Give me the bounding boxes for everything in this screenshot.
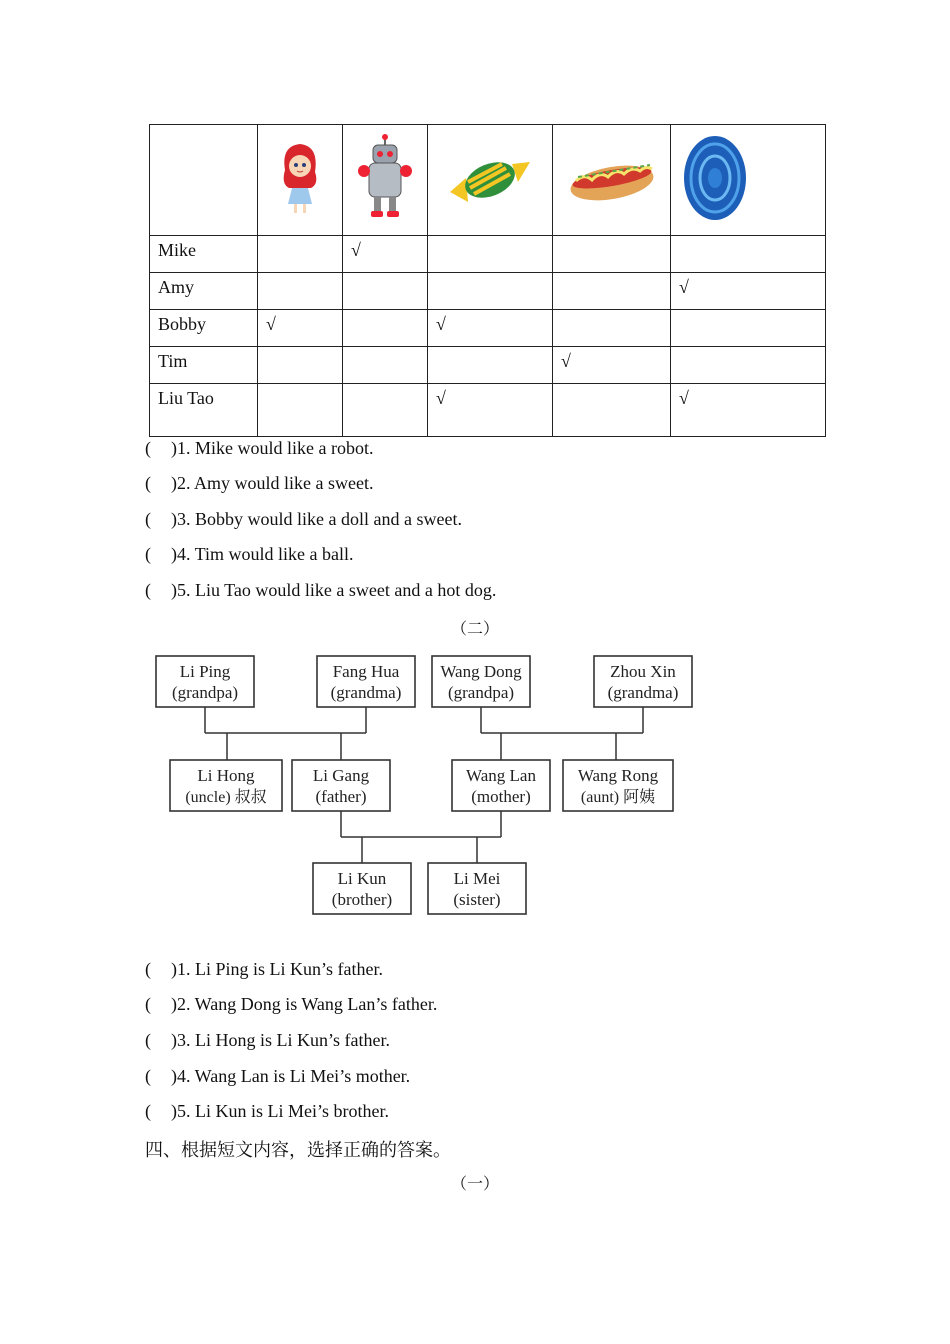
wang-dong-name: Wang Dong [440,662,522,681]
preference-table [149,124,826,437]
row-name: Tim [158,351,188,371]
wang-dong-role: (grandpa) [447,683,515,702]
header-empty-cell [150,125,258,236]
li-gang-name: Li Gang [312,766,370,785]
check-cell: √ [679,277,689,297]
check-cell [553,273,670,309]
robot-cell [343,125,428,236]
check-cell [343,273,427,309]
answer-paren[interactable]: ( [145,544,151,564]
hot-dog-icon [566,153,658,203]
check-cell [428,273,552,309]
check-cell [343,310,427,346]
tree-statement-3: ( )3. Li Hong is Li Kun’s father. [145,1030,390,1050]
answer-paren[interactable]: ( [145,994,151,1014]
check-cell [671,347,825,383]
check-cell [258,236,342,272]
tree-statement-2: ( )2. Wang Dong is Wang Lan’s father. [145,994,438,1014]
check-cell [553,384,670,420]
li-kun-role: (brother) [331,890,393,909]
ball-icon [683,135,747,221]
sweet-icon [448,148,532,208]
check-cell [428,347,552,383]
table-row [150,273,826,310]
check-cell [343,347,427,383]
row-name: Mike [158,240,196,260]
li-hong-name: Li Hong [197,766,255,785]
tree-statement-5: ( )5. Li Kun is Li Mei’s brother. [145,1101,389,1121]
li-ping-role: (grandpa) [171,683,239,702]
tree-statement-1: ( )1. Li Ping is Li Kun’s father. [145,959,383,979]
table-header-row [150,125,826,236]
row-name: Bobby [158,314,207,334]
check-cell [428,236,552,272]
hotdog-cell [553,125,671,236]
statement-4: ( )4. Tim would like a ball. [145,544,354,564]
table-row [150,384,826,437]
answer-paren[interactable]: ( [145,509,151,529]
answer-paren[interactable]: ( [145,1101,151,1121]
li-hong-role: (uncle) 叔叔 [185,789,267,806]
check-cell: √ [436,388,446,408]
answer-paren[interactable]: ( [145,959,151,979]
statement-3: ( )3. Bobby would like a doll and a sweet. [145,509,462,529]
table-row [150,236,826,273]
check-cell: √ [679,388,689,408]
statement-2: ( )2. Amy would like a sweet. [145,473,374,493]
row-name: Amy [158,277,194,297]
li-gang-role: (father) [315,787,367,806]
answer-paren[interactable]: ( [145,580,151,600]
wang-lan-role: (mother) [471,787,531,806]
answer-paren[interactable]: ( [145,438,151,458]
sweet-cell [428,125,553,236]
family-tree [0,645,950,925]
fang-hua-role: (grandma) [330,683,402,702]
answer-paren[interactable]: ( [145,473,151,493]
check-cell: √ [436,314,446,334]
check-cell: √ [351,240,361,260]
check-cell: √ [561,351,571,371]
li-mei-role: (sister) [453,890,501,909]
check-cell: √ [266,314,276,334]
check-cell [258,384,342,420]
check-cell [258,273,342,309]
zhou-xin-name: Zhou Xin [610,662,676,681]
row-name: Liu Tao [158,388,214,408]
doll-icon [275,138,325,218]
li-kun-name: Li Kun [337,869,387,888]
robot-icon [357,133,413,223]
zhou-xin-role: (grandma) [607,683,679,702]
check-cell [258,347,342,383]
wang-rong-name: Wang Rong [577,766,659,785]
statement-5: ( )5. Liu Tao would like a sweet and a hot dog. [145,580,497,600]
part-one-label: （一） [450,1176,499,1193]
li-ping-name: Li Ping [179,662,231,681]
fang-hua-name: Fang Hua [332,662,400,681]
check-cell [671,310,825,346]
wang-lan-name: Wang Lan [466,766,536,785]
check-cell [553,310,670,346]
wang-rong-role: (aunt) 阿姨 [580,789,656,806]
ball-cell [671,125,826,236]
part-two-label: （二） [450,621,499,638]
doll-cell [258,125,343,236]
check-cell [553,236,670,272]
table-row [150,310,826,347]
answer-paren[interactable]: ( [145,1030,151,1050]
tree-statement-4: ( )4. Wang Lan is Li Mei’s mother. [145,1066,411,1086]
statement-1: ( )1. Mike would like a robot. [145,438,374,458]
li-mei-name: Li Mei [453,869,501,888]
answer-paren[interactable]: ( [145,1066,151,1086]
table-row [150,347,826,384]
section-four-heading: 四、根据短文内容，选择正确的答案。 [145,1140,451,1161]
check-cell [671,236,825,272]
check-cell [343,384,427,420]
